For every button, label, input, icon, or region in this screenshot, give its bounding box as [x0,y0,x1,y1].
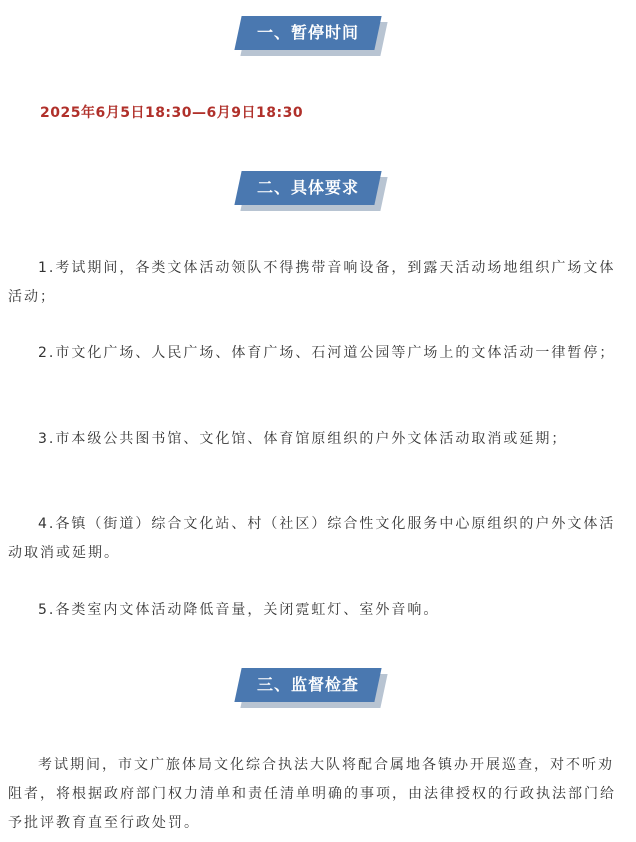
requirement-item-4: 4.各镇（街道）综合文化站、村（社区）综合性文化服务中心原组织的户外文体活动取消或延期。 [8,516,616,561]
section-header-pause-time [238,16,388,58]
section-title: 一、暂停时间 [256,23,359,42]
section-header-supervision [238,668,388,710]
section-header-requirements [238,171,388,213]
section-title: 三、监督检查 [256,675,359,694]
requirement-item-5: 5.各类室内文体活动降低音量，关闭霓虹灯、室外音响。 [38,602,440,618]
requirement-item-1: 1.考试期间，各类文体活动领队不得携带音响设备，到露天活动场地组织广场文体活动； [8,260,616,305]
requirement-item-2: 2.市文化广场、人民广场、体育广场、石河道公园等广场上的文体活动一律暂停； [38,345,616,361]
pause-time-range: 2025年6月5日18:30—6月9日18:30 [40,105,304,121]
requirement-item-3: 3.市本级公共图书馆、文化馆、体育馆原组织的户外文体活动取消或延期； [38,431,568,447]
section-title: 二、具体要求 [256,178,359,197]
supervision-paragraph: 考试期间，市文广旅体局文化综合执法大队将配合属地各镇办开展巡查，对不听劝阻者，将根据政府部门权力清单和责任清单明确的事项，由法律授权的行政执法部门给予批评教育直至行政处罚。 [8,757,616,831]
